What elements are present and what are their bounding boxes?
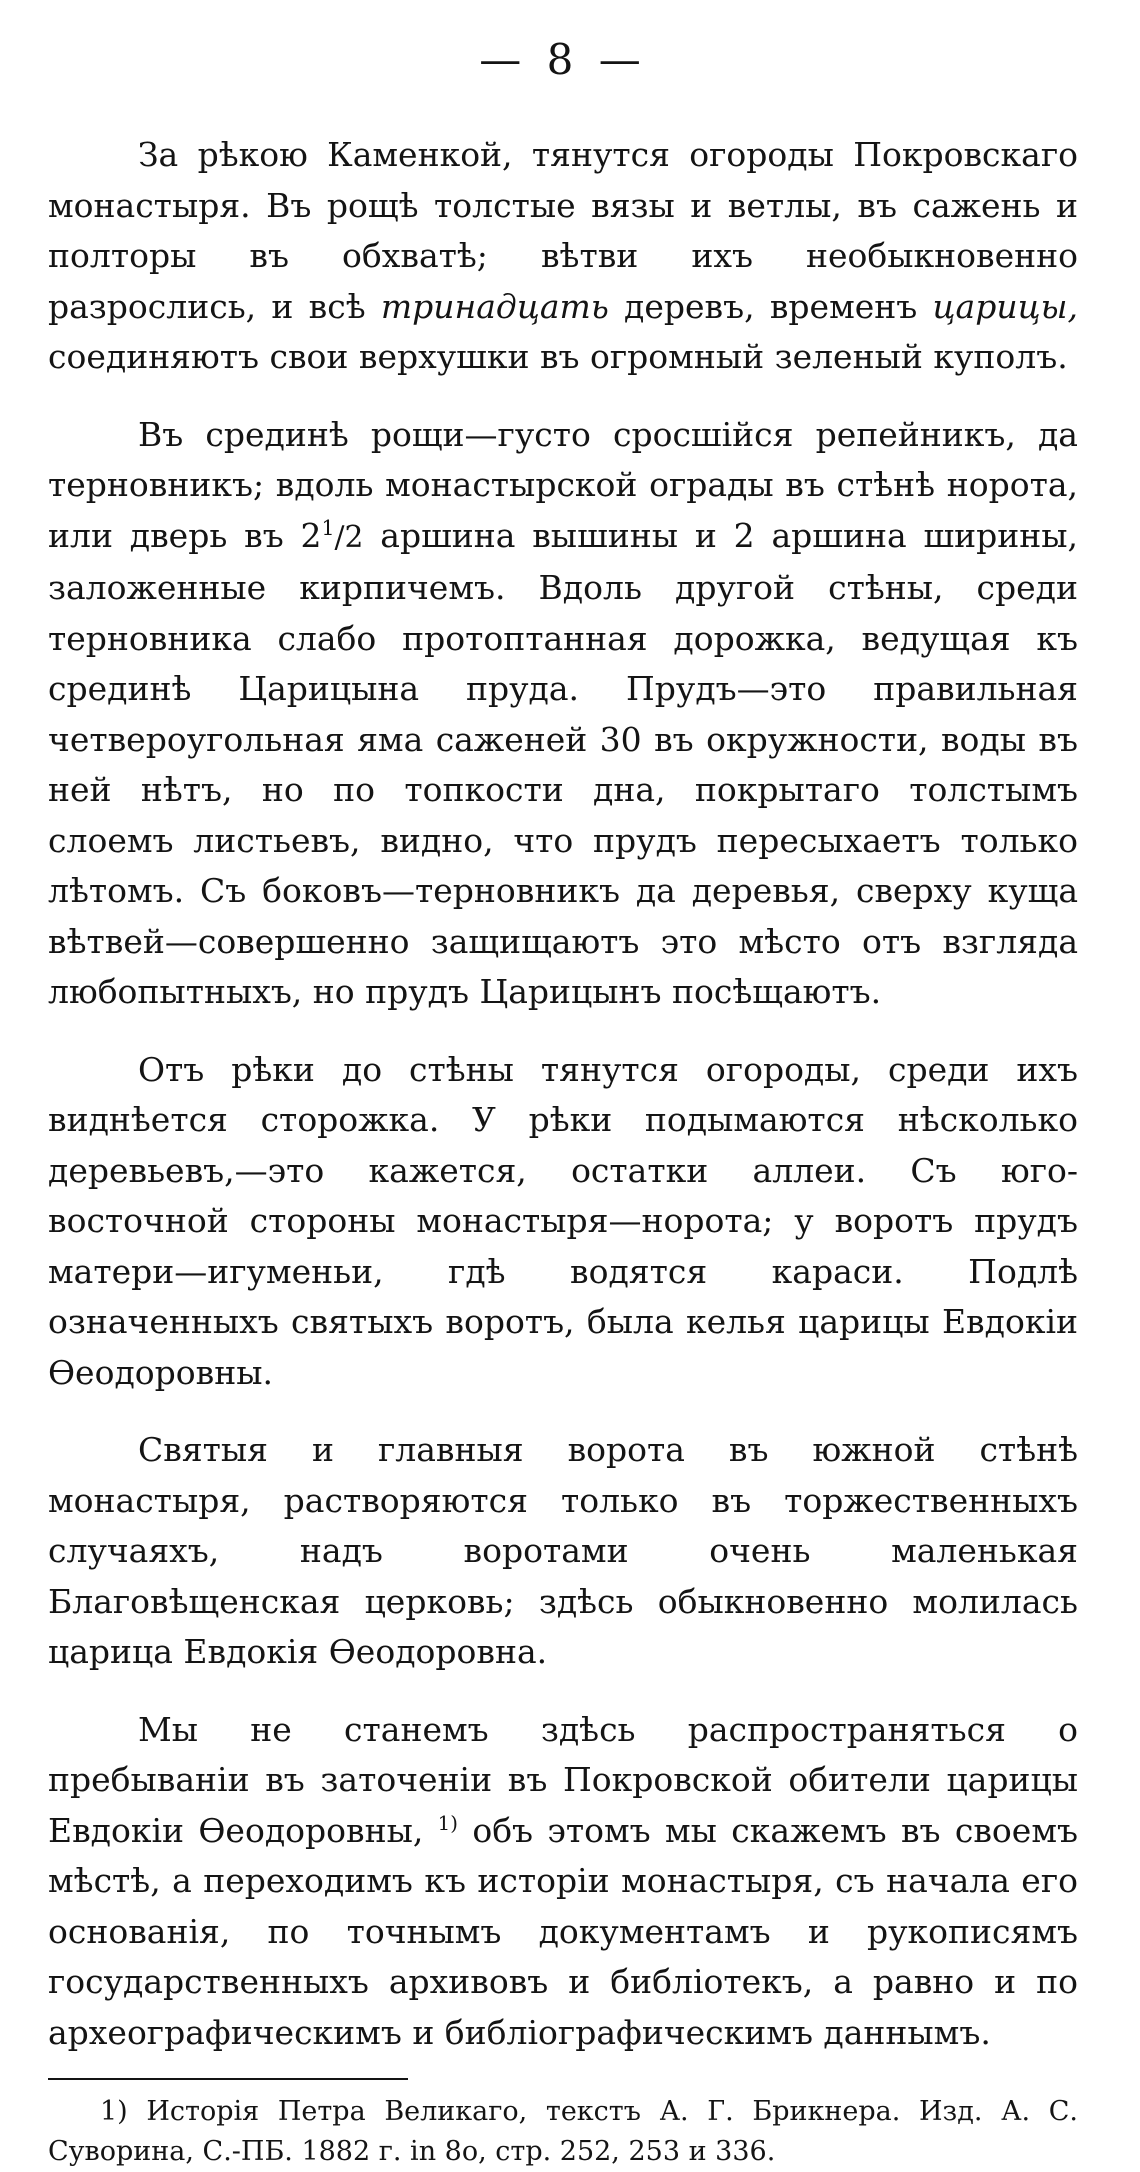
footnote-reference[interactable]: 1) — [437, 1811, 458, 1835]
paragraph-5-text-b: объ этомъ мы скажемъ въ своемъ мѣстѣ, а переходимъ къ исторіи монастыря, съ начала его основанія, по точнымъ документамъ и рукописямъ государственныхъ архивовъ и библіотекъ, а равно и по археографическимъ и библіографическимъ даннымъ. — [48, 1810, 1078, 2052]
paragraph-2-text-a: Въ срединѣ рощи—густо сросшійся репейникъ, да терновникъ; вдоль монастырской ограды въ стѣнѣ норота, или дверь въ — [48, 414, 1078, 555]
paragraph-3: Отъ рѣки до стѣны тянутся огороды, среди ихъ виднѣется сторожка. У рѣки подымаются нѣсколько деревьевъ,—это кажется, остатки аллеи. Съ юго-восточной стороны монастыря—норота; у воротъ прудъ матери—игуменьи, гдѣ водятся караси. Подлѣ означенныхъ святыхъ воротъ, была келья царицы Евдокіи Ѳеодоровны. — [48, 1049, 1078, 1392]
paragraph-1-text-b: деревъ, временъ — [608, 286, 933, 326]
fraction-numerator: 1 — [321, 515, 335, 540]
footnote-divider — [48, 2078, 408, 2080]
paragraph-1-text-a: За рѣкою Каменкой, тянутся огороды Покровскаго монастыря. Въ рощѣ толстые вязы и ветлы, въ сажень и полторы въ обхватѣ; вѣтви ихъ необыкновенно разрослись, и всѣ — [48, 135, 1078, 326]
footnote-text: Исторія Петра Великаго, текстъ А. Г. Брикнера. Изд. А. С. Суворина, С.-ПБ. 1882 г. in 8о, стр. 252, 253 и 336. — [48, 2096, 1078, 2167]
paragraph-2 — [48, 410, 1078, 1018]
fraction-denominator: /2 — [334, 519, 364, 555]
footnote — [48, 2092, 1078, 2172]
paragraph-1-text-c: соединяютъ свои верхушки въ огромный зеленый куполъ. — [48, 337, 1068, 376]
paragraph-1-italic-2: царицы, — [932, 286, 1078, 326]
footnote-marker: 1) — [100, 2096, 128, 2127]
book-page — [48, 30, 1078, 2172]
fraction-whole: 2 — [300, 515, 322, 555]
paragraph-2-text-b: аршина вышины и 2 аршина ширины, заложенные кирпичемъ. Вдоль другой стѣны, среди терновника слабо протоптанная дорожка, ведущая къ срединѣ Царицына пруда. Прудъ—это правильная четвероугольная яма саженей 30 въ окружности, воды въ ней нѣтъ, но по топкости дна, покрытаго толстымъ слоемъ листьевъ, видно, что прудъ пересыхаетъ только лѣтомъ. Съ боковъ—терновникъ да деревья, сверху куща вѣтвей—совершенно защищаютъ это мѣсто отъ взгляда любопытныхъ, но прудъ Царицынъ посѣщаютъ. — [48, 515, 1078, 1011]
paragraph-1-italic-1: тринадцать — [380, 286, 609, 326]
page-number: — 8 — — [479, 35, 647, 84]
paragraph-4: Святыя и главныя ворота въ южной стѣнѣ монастыря, растворяются только въ торжественныхъ случаяхъ, надъ воротами очень маленькая Благовѣщенская церковь; здѣсь обыкновенно молилась царица Евдокія Ѳеодоровна. — [48, 1430, 1078, 1671]
paragraph-5-text-a: Мы не станемъ здѣсь распространяться о пребываніи въ заточеніи въ Покровской обители царицы Евдокіи Ѳеодоровны, — [48, 1709, 1078, 1850]
paragraph-5 — [48, 1705, 1078, 2059]
paragraph-1 — [48, 130, 1078, 383]
